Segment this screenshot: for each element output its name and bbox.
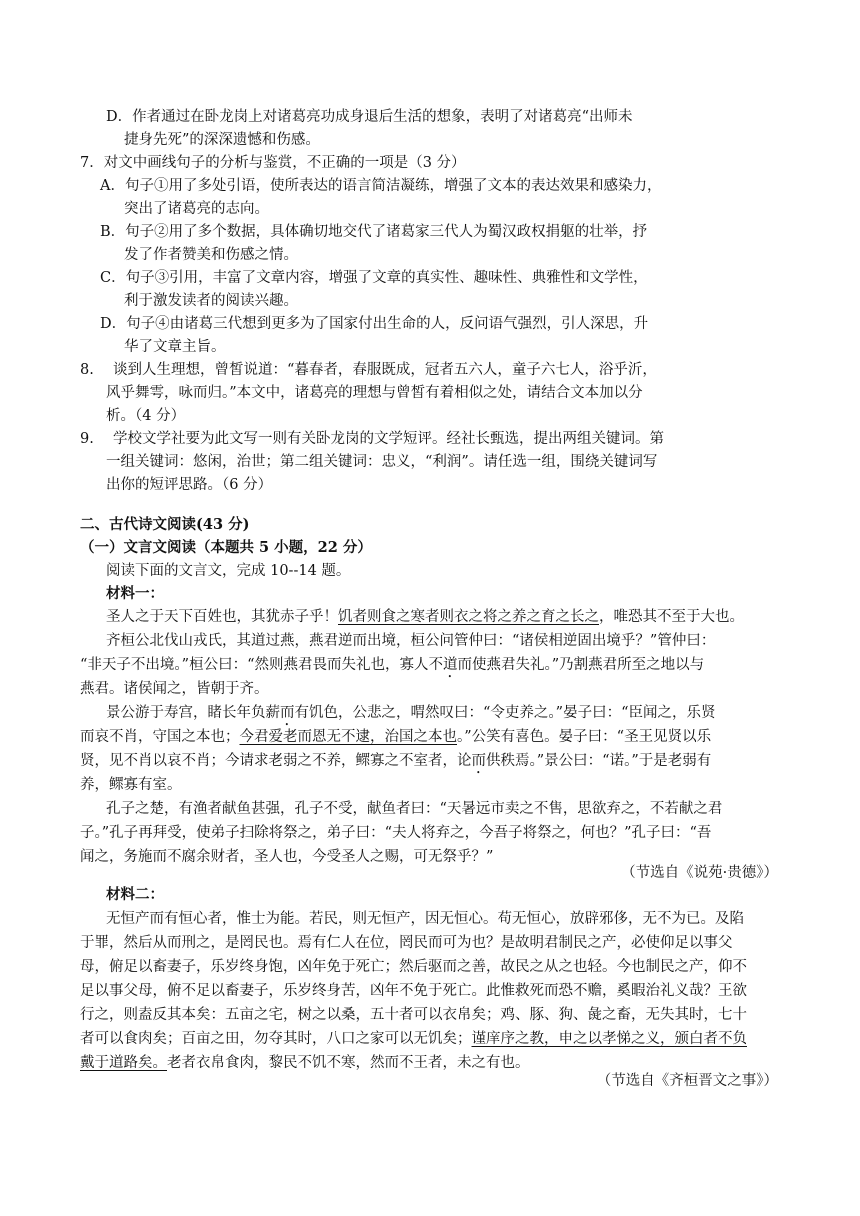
- q9-line1: 9. 学校文学社要为此文写一则有关卧龙岗的文学短评。经社长甄选，提出两组关键词。第: [80, 431, 664, 447]
- material1-p2-line2: [80, 654, 704, 681]
- text-run: 老者衣帛食肉，黎民不饥不寒，然而不王者，未之有也。: [167, 1055, 530, 1071]
- section-title: 二、古代诗文阅读(43 分): [80, 516, 250, 533]
- section-instruction: 阅读下面的文言文，完成 10--14 题。: [106, 563, 351, 579]
- material1-p4-line1: 孔子之楚，有渔者献鱼甚强，孔子不受，献鱼者曰：“天暑远市卖之不售，思欲弃之，不若献之君: [106, 801, 723, 817]
- material1-source: （节选自《说苑·贵德》）: [621, 865, 778, 881]
- underlined-sentence-2: 今君爱老而恩无不逮，治国之本也: [239, 729, 457, 745]
- q8-line2: 风乎舞雩，咏而归。”本文中，诸葛亮的理想与曾皙有着相似之处，请结合文本加以分: [106, 385, 643, 401]
- material2-line6: [80, 1028, 747, 1050]
- q7-option-c-line2: 利于激发读者的阅读兴趣。: [124, 293, 298, 309]
- q6-option-d-line1: D．作者通过在卧龙岗上对诸葛亮功成身退后生活的想象，表明了对诸葛亮“出师未: [106, 109, 633, 125]
- material2-line4: 足以事父母，俯不足以畜妻子，乐岁终身苦，凶年不免于死亡。此惟救死而恐不赡，奚暇治礼义哉？王欲: [80, 983, 747, 999]
- text-run: 而哀不肖，守国之本也；: [80, 729, 240, 745]
- material2-line5: 行之，则盍反其本矣：五亩之宅，树之以桑，五十者可以衣帛矣；鸡、豚、狗、彘之畜，无失其时，七十: [80, 1007, 747, 1023]
- text-run: 者可以食肉矣；百亩之田，勿夺其时，八口之家可以无饥矣；: [80, 1031, 472, 1047]
- material2-source: （节选自《齐桓晋文之事》）: [596, 1073, 778, 1089]
- q7-option-b-line2: 发了作者赞美和伤感之情。: [124, 247, 298, 263]
- material1-p2-line1: 齐桓公北伐山戎氏，其道过燕，燕君逆而出境，桓公问管仲曰：“诸侯相逆固出境乎？”管仲曰：: [106, 633, 716, 649]
- text-run: 景公游于寿宫，睹长年负薪: [106, 705, 280, 721]
- q9-line2: 一组关键词：悠闲，治世；第二组关键词：忠义，“利润”。请任选一组，围绕关键词写: [106, 454, 658, 470]
- q7-option-d-line2: 华了文章主旨。: [124, 339, 226, 355]
- material2-line2: 于罪，然后从而刑之，是罔民也。焉有仁人在位，罔民而可为也？是故明君制民之产，必使仰足以事父: [80, 935, 733, 951]
- q8-line1: 8. 谈到人生理想，曾皙说道：“暮春者，春服既成，冠者五六人，童子六七人，浴乎沂，: [80, 362, 657, 378]
- text-run: 圣人之于天下百姓也，其犹赤子乎！: [106, 609, 338, 625]
- material2-line3: 母，俯足以畜妻子，乐岁终身饱，凶年免于死亡；然后驱而之善，故民之从之也轻。今也制民之产，仰不: [80, 959, 747, 975]
- material1-p1: [106, 606, 744, 628]
- q7-stem: 7．对文中画线句子的分析与鉴赏，不正确的一项是（3 分）: [80, 155, 466, 171]
- material2-label: 材料二：: [106, 886, 164, 903]
- material1-p4-line2: 子。”孔子再拜受，使弟子扫除将祭之，弟子曰：“夫人将弃之，今吾子将祭之，何也？”孔子曰：“吾: [80, 825, 712, 841]
- text-run: ，唯恐其不至于大也。: [599, 609, 744, 625]
- material1-p3-line3: [80, 750, 711, 777]
- q7-option-c-line1: C．句子③引用，丰富了文章内容，增强了文章的真实性、趣味性、典雅性和文学性，: [100, 270, 648, 286]
- material1-p2-line3: 燕君。诸侯闻之，皆朝于齐。: [80, 681, 269, 697]
- material2-line7: [80, 1052, 530, 1074]
- q8-line3: 析。（4 分）: [106, 408, 186, 424]
- material2-line1: 无恒产而有恒心者，惟士为能。若民，则无恒产，因无恒心。苟无恒心，放辟邪侈，无不为已。及陷: [106, 911, 744, 927]
- q7-option-d-line1: D．句子④由诸葛三代想到更多为了国家付出生命的人，反问语气强烈，引人深思，升: [100, 316, 649, 332]
- text-run: 。”公笑有喜色。晏子曰：“圣王见贤以乐: [457, 729, 712, 745]
- section-subtitle: （一）文言文阅读（本题共 5 小题，22 分）: [80, 539, 372, 556]
- underlined-sentence-3-end: 戴于道路矣。: [80, 1055, 167, 1071]
- q6-option-d-line2: 捷身先死”的深深遗憾和伤感。: [124, 132, 320, 148]
- material1-label: 材料一：: [106, 585, 164, 602]
- material1-p3-line1: [106, 702, 716, 729]
- dotted-char: 道: [443, 657, 458, 673]
- text-run: 供秩焉。”景公曰：“诺。”于是老弱有: [486, 753, 712, 769]
- text-run: “非天子不出境。”桓公曰：“然则燕君畏而失礼也，寡人不: [80, 657, 443, 673]
- q7-option-a-line1: A．句子①用了多处引语，使所表达的语言简洁凝练，增强了文本的表达效果和感染力，: [100, 178, 662, 194]
- material1-p3-line2: [80, 726, 711, 748]
- text-run: 有饥色，公悲之，喟然叹曰：“令吏养之。”晏子曰：“臣闻之，乐贤: [294, 705, 716, 721]
- dotted-char: 而: [471, 753, 486, 769]
- q7-option-b-line1: B．句子②用了多个数据，具体确切地交代了诸葛家三代人为蜀汉政权捐躯的壮举，抒: [100, 224, 648, 240]
- text-run: 贤，见不肖以哀不肖；今请求老弱之不养，鳏寡之不室者，论: [80, 753, 472, 769]
- text-run: 而使燕君失礼。”乃割燕君所至之地以与: [457, 657, 705, 673]
- material1-p4-line3: 闻之，务施而不腐余财者，圣人也，今受圣人之赐，可无祭乎？”: [80, 849, 494, 865]
- material1-p3-line4: 养，鳏寡有室。: [80, 777, 182, 793]
- underlined-sentence-1: 饥者则食之寒者则衣之将之养之育之长之: [338, 609, 599, 625]
- q7-option-a-line2: 突出了诸葛亮的志向。: [124, 201, 269, 217]
- q9-line3: 出你的短评思路。（6 分）: [106, 477, 273, 493]
- underlined-sentence-3: 谨庠序之教，申之以孝悌之义，颁白者不负: [471, 1031, 747, 1047]
- dotted-char: 而: [280, 705, 295, 721]
